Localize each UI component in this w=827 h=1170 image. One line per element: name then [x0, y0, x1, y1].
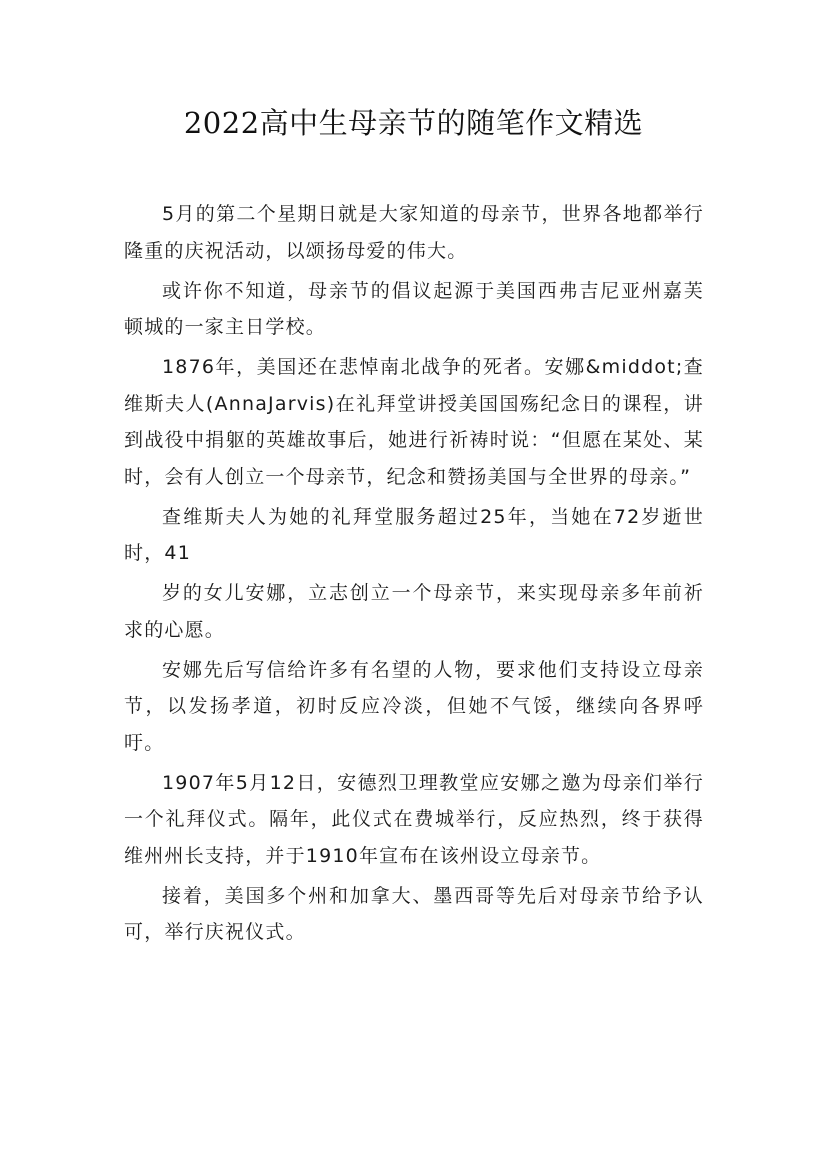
paragraph: 或许你不知道，母亲节的倡议起源于美国西弗吉尼亚州嘉芙顿城的一家主日学校。: [124, 279, 704, 338]
paragraph: 岁的女儿安娜，立志创立一个母亲节，来实现母亲多年前祈求的心愿。: [124, 582, 704, 641]
paragraph: 查维斯夫人为她的礼拜堂服务超过25年，当她在72岁逝世时，41: [124, 505, 704, 564]
paragraph: 接着，美国多个州和加拿大、墨西哥等先后对母亲节给予认可，举行庆祝仪式。: [124, 884, 704, 943]
document-title: 2022高中生母亲节的随笔作文精选: [183, 106, 644, 140]
document-body: [124, 196, 704, 954]
paragraph: 5月的第二个星期日就是大家知道的母亲节，世界各地都举行隆重的庆祝活动，以颂扬母爱的伟大。: [124, 203, 704, 262]
paragraph: 1876年，美国还在悲悼南北战争的死者。安娜&middot;查维斯夫人(AnnaJarvis)在礼拜堂讲授美国国殇纪念日的课程，讲到战役中捐躯的英雄故事后，她进行祈祷时说：“但愿在某处、某时，会有人创立一个母亲节，纪念和赞扬美国与全世界的母亲。”: [124, 356, 704, 488]
paragraph: 1907年5月12日，安德烈卫理教堂应安娜之邀为母亲们举行一个礼拜仪式。隔年，此仪式在费城举行，反应热烈，终于获得维州州长支持，并于1910年宣布在该州设立母亲节。: [124, 771, 704, 867]
paragraph: 安娜先后写信给许多有名望的人物，要求他们支持设立母亲节，以发扬孝道，初时反应冷淡，但她不气馁，继续向各界呼吁。: [124, 658, 704, 754]
